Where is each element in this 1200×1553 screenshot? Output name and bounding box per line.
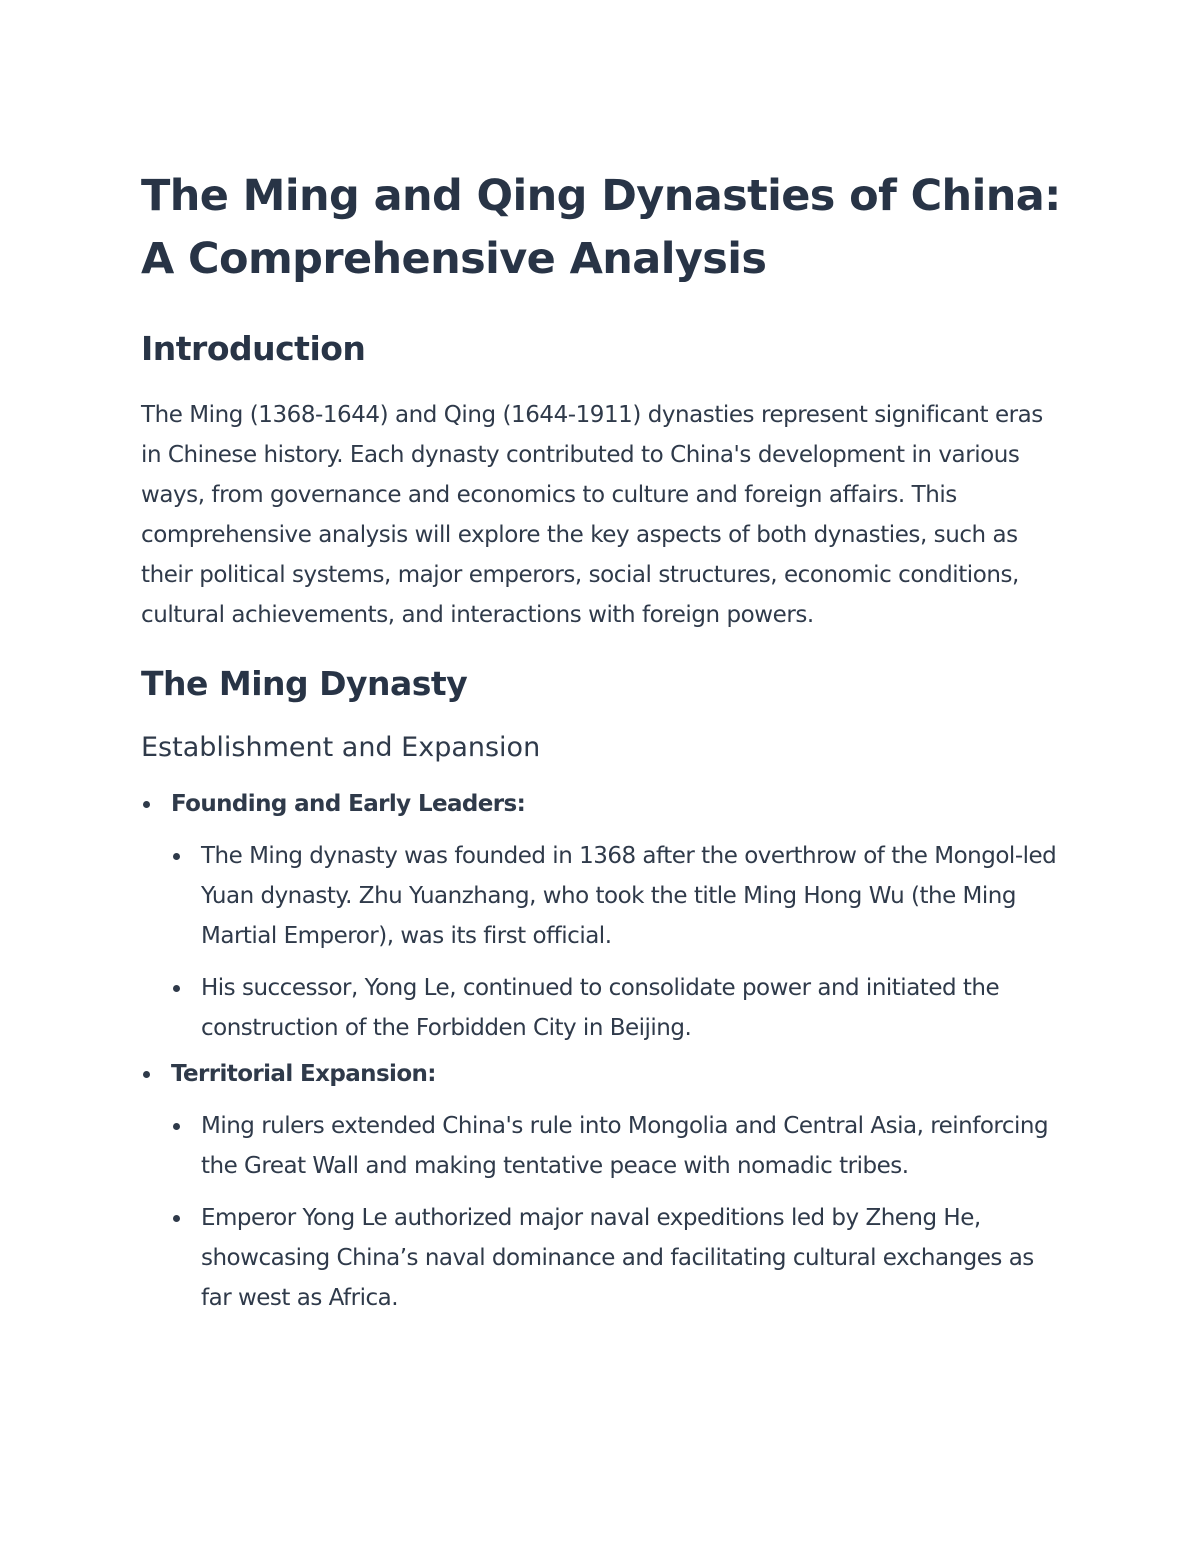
introduction-heading: Introduction — [141, 329, 366, 368]
ming-sections-list — [141, 784, 1061, 1318]
bullet-icon — [143, 1071, 150, 1078]
introduction-paragraph: The Ming (1368-1644) and Qing (1644-1911) dynasties represent significant eras in Chinese history. Each dynasty contributed to China's development in various ways, from governance and economics to culture and foreign affairs. This comprehensive analysis will explore the key aspects of both dynasties, such as their political systems, major emperors, social structures, economic conditions, cultural achievements, and interactions with foreign powers. — [141, 402, 1043, 628]
document-page — [141, 165, 1061, 1318]
list-item-text: Emperor Yong Le authorized major naval expeditions led by Zheng He, showcasing China’s naval dominance and facilitating cultural exchanges as far west as Africa. — [201, 1205, 1034, 1311]
section-title: Territorial Expansion: — [171, 1061, 436, 1087]
bullet-icon — [143, 801, 150, 808]
list-item — [171, 968, 1061, 1048]
list-item-territorial — [141, 1054, 1061, 1318]
bullet-icon — [173, 985, 180, 992]
bullet-icon — [173, 853, 180, 860]
sub-list — [171, 836, 1061, 1048]
bullet-icon — [173, 1123, 180, 1130]
sub-list — [171, 1106, 1061, 1318]
list-item-text: Ming rulers extended China's rule into Mongolia and Central Asia, reinforcing the Great Wall and making tentative peace with nomadic tribes. — [201, 1113, 1049, 1179]
bullet-icon — [173, 1215, 180, 1222]
list-item-founding — [141, 784, 1061, 1048]
document-title: The Ming and Qing Dynasties of China: A Comprehensive Analysis — [141, 171, 1061, 284]
establishment-subheading: Establishment and Expansion — [141, 732, 541, 763]
list-item-text: His successor, Yong Le, continued to consolidate power and initiated the construction of the Forbidden City in Beijing. — [201, 975, 1000, 1041]
list-item-text: The Ming dynasty was founded in 1368 after the overthrow of the Mongol-led Yuan dynasty. Zhu Yuanzhang, who took the title Ming Hong Wu (the Ming Martial Emperor), was its first official. — [201, 843, 1057, 949]
ming-dynasty-heading: The Ming Dynasty — [141, 664, 468, 703]
section-title: Founding and Early Leaders: — [171, 791, 526, 817]
list-item — [171, 1198, 1061, 1318]
list-item — [171, 836, 1061, 956]
list-item — [171, 1106, 1061, 1186]
